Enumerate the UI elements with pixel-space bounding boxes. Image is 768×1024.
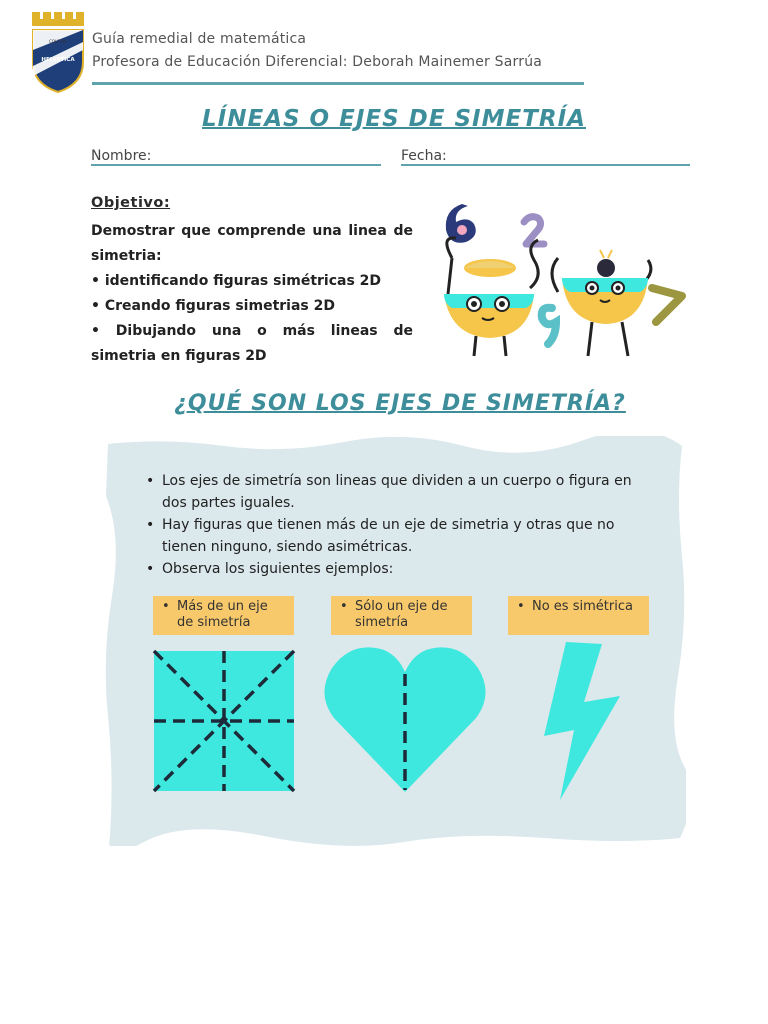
school-crest-logo: [30, 10, 86, 94]
header-teacher-name: Profesora de Educación Diferencial: Deborah Mainemer Sarrúa: [92, 54, 543, 70]
example-label-text: Más de un eje de simetría: [177, 599, 268, 630]
logo-text-top: COLEGIO: [48, 39, 68, 44]
number-mascots-illustration: [430, 196, 690, 366]
list-item: • Los ejes de simetría son lineas que dividen a un cuerpo o figura en dos partes iguales.: [144, 470, 654, 514]
list-item: • Observa los siguientes ejemplos:: [144, 558, 654, 580]
heart-symmetry-figure: [322, 644, 488, 794]
objective-text: [91, 219, 413, 369]
square-symmetry-figure: [150, 647, 298, 795]
example-label-text: Sólo un eje de simetría: [355, 599, 448, 630]
number-nine-icon: [542, 308, 556, 344]
list-item: • Hay figuras que tienen más de un eje de simetria y otras que no tienen ninguno, siendo asimétricas.: [144, 514, 654, 558]
section-title: ¿QUÉ SON LOS EJES DE SIMETRÍA?: [174, 391, 626, 416]
number-two-icon: [524, 217, 544, 244]
symmetry-explanation-list: [144, 470, 654, 580]
example-label-text: No es simétrica: [532, 599, 633, 614]
date-label: Fecha:: [401, 148, 447, 164]
logo-text-mid: HELVETICA: [41, 57, 75, 63]
page-title: LÍNEAS O EJES DE SIMETRÍA: [202, 106, 586, 132]
lightning-bolt-icon: [540, 640, 622, 802]
objective-intro: Demostrar que comprende una linea de simetria:: [91, 223, 413, 264]
objective-item: • Creando figuras simetrias 2D: [91, 298, 335, 314]
example-label-multiple-axes: • Más de un eje de simetría: [153, 596, 294, 635]
objective-item: • Dibujando una o más lineas de simetria en figuras 2D: [91, 323, 413, 364]
header-divider: [92, 82, 584, 85]
objective-item: • identificando figuras simétricas 2D: [91, 273, 382, 289]
date-field-line[interactable]: [401, 164, 690, 166]
name-field-line[interactable]: [91, 164, 381, 166]
header-guide-title: Guía remedial de matemática: [92, 31, 307, 47]
example-label-asymmetric: • No es simétrica: [508, 596, 649, 635]
number-seven-icon: [652, 288, 682, 322]
example-label-one-axis: • Sólo un eje de simetría: [331, 596, 472, 635]
objective-heading: Objetivo:: [91, 195, 171, 211]
name-label: Nombre:: [91, 148, 152, 164]
